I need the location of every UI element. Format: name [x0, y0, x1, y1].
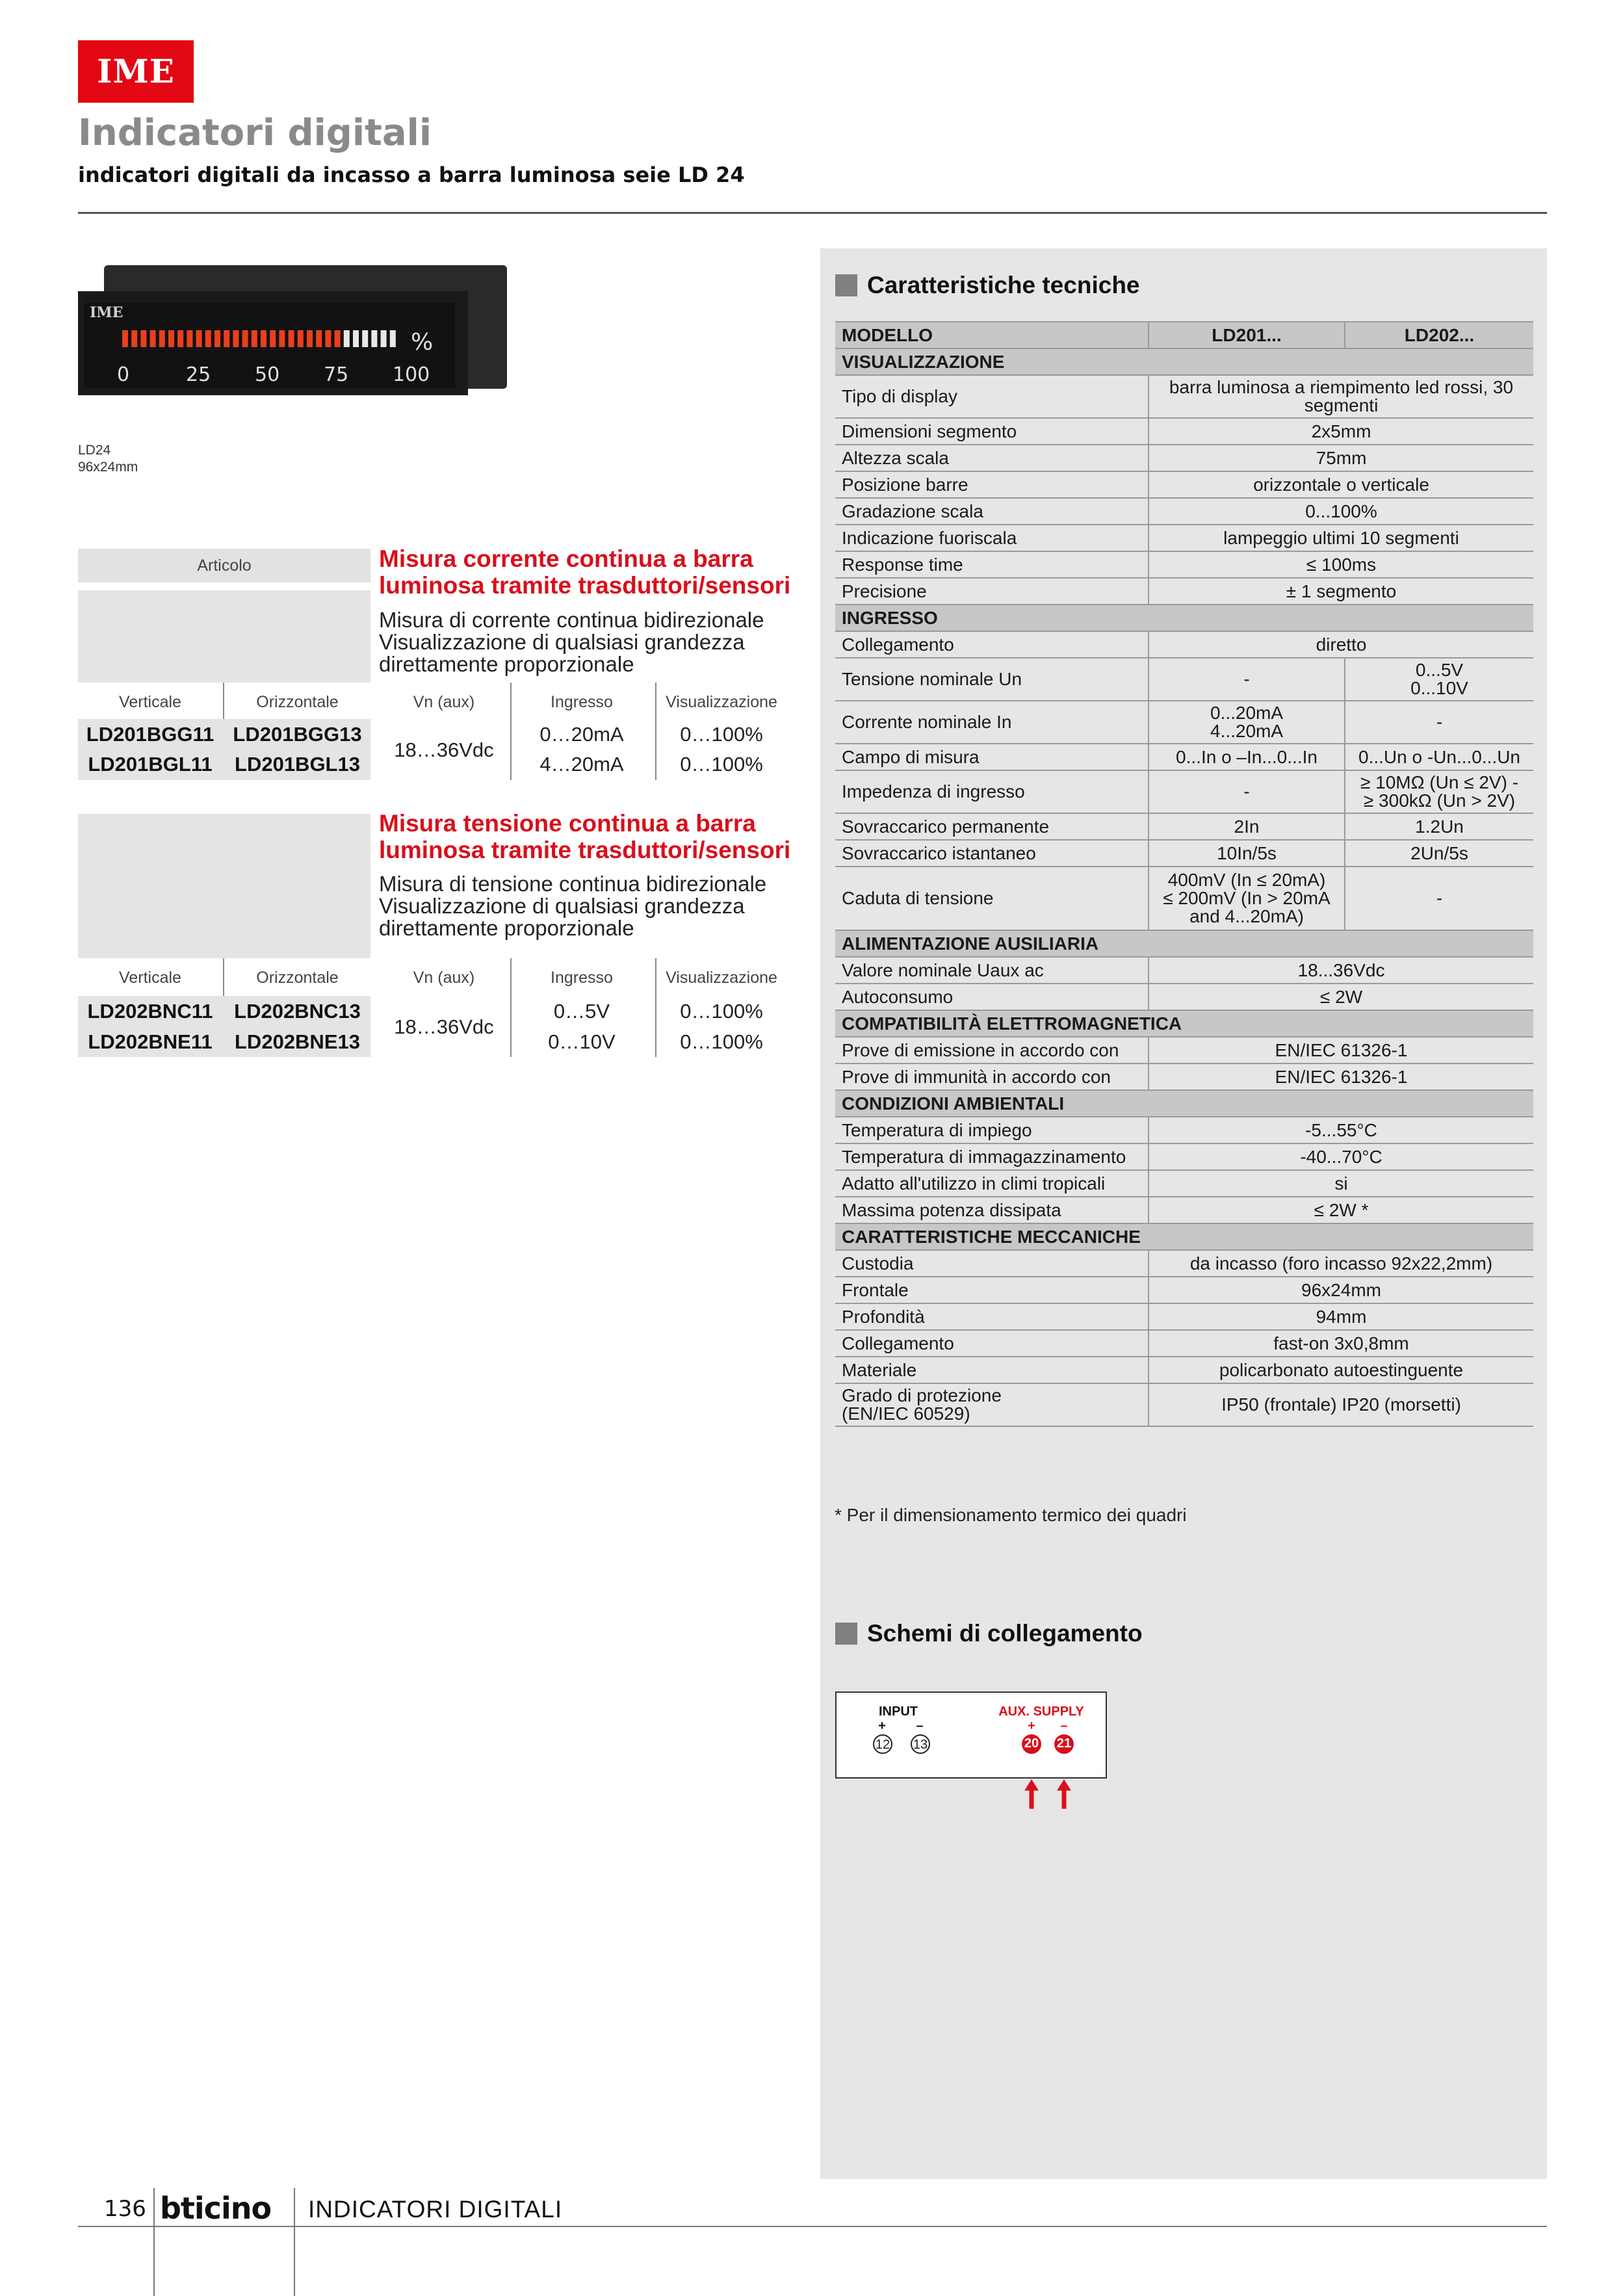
table-row — [835, 1303, 1533, 1330]
spec-cell: Sovraccarico istantaneo — [835, 840, 1149, 867]
spec-title: Caratteristiche tecniche — [867, 272, 1140, 298]
spec-cell: lampeggio ultimi 10 segmenti — [1149, 525, 1533, 551]
spec-cell: IP50 (frontale) IP20 (morsetti) — [1149, 1383, 1533, 1426]
table-row — [835, 658, 1533, 701]
vis-value: 0…100% — [680, 723, 763, 746]
bar-segment — [279, 330, 285, 347]
bar-segment — [371, 330, 377, 347]
ingresso-value: 0…10V — [548, 1030, 616, 1053]
spec-cell: 75mm — [1149, 445, 1533, 471]
ingresso-value: 4…20mA — [539, 753, 624, 776]
ime-logo: IME — [78, 40, 194, 103]
spec-section-row — [835, 1090, 1533, 1117]
table-row: LD202BNC13 — [234, 1000, 361, 1023]
terminal-21: 21 — [1054, 1734, 1074, 1754]
spec-cell: Adatto all'utilizzo in climi tropicali — [835, 1170, 1149, 1197]
table1-heading-line2: luminosa tramite trasduttori/sensori — [379, 572, 791, 599]
spec-cell: fast-on 3x0,8mm — [1149, 1330, 1533, 1357]
footer-divider — [294, 2188, 295, 2296]
terminal-20: 20 — [1022, 1734, 1041, 1754]
spec-cell: ≤ 2W * — [1149, 1197, 1533, 1223]
table2-description — [379, 873, 766, 939]
table-row — [835, 471, 1533, 498]
spec-cell: policarbonato autoestinguente — [1149, 1357, 1533, 1383]
bticino-logo: bticino — [160, 2191, 272, 2226]
scale-tick-label: 100 — [393, 363, 430, 386]
spec-cell: Materiale — [835, 1357, 1149, 1383]
spec-footnote: * Per il dimensionamento termico dei quadri — [835, 1505, 1187, 1525]
table-row — [835, 631, 1533, 658]
table-row — [835, 1250, 1533, 1277]
table2-heading — [379, 810, 790, 863]
spec-cell: Custodia — [835, 1250, 1149, 1277]
aux-minus: – — [1060, 1719, 1068, 1733]
bar-segment — [177, 330, 183, 347]
spec-cell: 94mm — [1149, 1303, 1533, 1330]
spec-head-ld201: LD201... — [1149, 322, 1345, 348]
footer-divider — [153, 2188, 155, 2296]
spec-section-row — [835, 1223, 1533, 1250]
table-row — [835, 770, 1533, 813]
terminal-12: 12 — [873, 1734, 892, 1754]
spec-cell: Temperatura di impiego — [835, 1117, 1149, 1143]
ingresso-value: 0…20mA — [539, 723, 624, 746]
spec-cell: Dimensioni segmento — [835, 418, 1149, 445]
col-visualizzazione: Visualizzazione — [666, 969, 777, 987]
table-row — [835, 551, 1533, 578]
spec-cell: Prove di emissione in accordo con — [835, 1037, 1149, 1063]
spec-cell: Posizione barre — [835, 471, 1149, 498]
table-row — [835, 840, 1533, 867]
spec-cell: Gradazione scala — [835, 498, 1149, 525]
table-row — [835, 813, 1533, 840]
spec-cell: Sovraccarico permanente — [835, 813, 1149, 840]
spec-section-row — [835, 605, 1533, 631]
scale-tick-label: 0 — [117, 363, 130, 386]
bar-segment — [362, 330, 368, 347]
bar-segment — [196, 330, 202, 347]
table1-desc-line1: Misura di corrente continua bidirezionale — [379, 608, 764, 632]
divider — [510, 683, 512, 780]
spec-cell: 0...In o –In...0...In — [1149, 744, 1345, 770]
spec-cell: -5...55°C — [1149, 1117, 1533, 1143]
terminal-13: 13 — [911, 1734, 930, 1754]
spec-cell: barra luminosa a riempimento led rossi, 30 segmenti — [1149, 375, 1533, 418]
spec-cell: ALIMENTAZIONE AUSILIARIA — [835, 930, 1533, 957]
vis-value: 0…100% — [680, 1030, 763, 1053]
device-unit: % — [411, 329, 434, 356]
bar-segment — [122, 330, 128, 347]
table-row — [835, 1117, 1533, 1143]
table1-desc-line2: Visualizzazione di qualsiasi grandezza — [379, 630, 745, 654]
spec-cell: CONDIZIONI AMBIENTALI — [835, 1090, 1533, 1117]
aux-plus: + — [1028, 1719, 1035, 1733]
spec-cell: 2In — [1149, 813, 1345, 840]
spec-cell: Tipo di display — [835, 375, 1149, 418]
spec-cell: Autoconsumo — [835, 984, 1149, 1010]
footer-section-title: INDICATORI DIGITALI — [308, 2196, 563, 2223]
bar-segment — [252, 330, 257, 347]
bar-segment — [390, 330, 396, 347]
table-row — [835, 1383, 1533, 1426]
spec-cell: Campo di misura — [835, 744, 1149, 770]
table-row — [835, 1170, 1533, 1197]
spec-table — [835, 321, 1533, 1427]
supply-arrows — [1014, 1777, 1085, 1811]
bar-segment — [316, 330, 322, 347]
table-row — [835, 445, 1533, 471]
table2-desc-line1: Misura di tensione continua bidirezionale — [379, 872, 767, 896]
bar-segment — [131, 330, 137, 347]
table1-heading-line1: Misura corrente continua a barra — [379, 545, 753, 572]
input-plus: + — [878, 1719, 886, 1733]
spec-cell: ≤ 100ms — [1149, 551, 1533, 578]
spec-head-label: MODELLO — [835, 322, 1149, 348]
table-row: LD201BGG11 — [86, 723, 214, 746]
bar-segment — [168, 330, 174, 347]
col-orizzontale: Orizzontale — [256, 969, 339, 987]
table-row — [835, 1143, 1533, 1170]
spec-cell: -40...70°C — [1149, 1143, 1533, 1170]
table-row — [835, 1357, 1533, 1383]
spec-cell: - — [1149, 770, 1345, 813]
bar-segment — [205, 330, 211, 347]
table-row — [835, 1037, 1533, 1063]
spec-cell: - — [1345, 701, 1533, 744]
spec-cell: Massima potenza dissipata — [835, 1197, 1149, 1223]
schemi-title: Schemi di collegamento — [867, 1620, 1143, 1647]
table-row — [835, 1277, 1533, 1303]
spec-cell: - — [1149, 658, 1345, 701]
bar-segment — [298, 330, 304, 347]
spec-cell: VISUALIZZAZIONE — [835, 348, 1533, 375]
input-minus: – — [916, 1719, 924, 1733]
bar-segment — [307, 330, 313, 347]
bar-segment — [242, 330, 248, 347]
col-ingresso: Ingresso — [551, 969, 613, 987]
spec-cell: Corrente nominale In — [835, 701, 1149, 744]
table-row: LD202BNC11 — [87, 1000, 213, 1023]
bar-segment — [289, 330, 294, 347]
bar-segment — [150, 330, 156, 347]
bar-segment — [270, 330, 276, 347]
table-row: LD202BNE13 — [235, 1030, 360, 1053]
table1-description — [379, 609, 764, 675]
bar-segment — [140, 330, 146, 347]
spec-cell: ≤ 2W — [1149, 984, 1533, 1010]
col-vn-aux: Vn (aux) — [413, 969, 475, 987]
vn-value: 18…36Vdc — [394, 738, 494, 761]
col-visualizzazione: Visualizzazione — [666, 693, 777, 711]
spec-cell: 0...20mA 4...20mA — [1149, 701, 1345, 744]
col-vn-aux: Vn (aux) — [413, 693, 475, 711]
header-divider — [78, 212, 1547, 214]
table-row — [835, 375, 1533, 418]
col-ingresso: Ingresso — [551, 693, 613, 711]
bar-segment — [353, 330, 359, 347]
spec-cell: Collegamento — [835, 631, 1149, 658]
page-title: Indicatori digitali — [78, 112, 432, 154]
spec-cell: 2x5mm — [1149, 418, 1533, 445]
col-verticale: Verticale — [119, 693, 181, 711]
bar-segment — [214, 330, 220, 347]
divider — [510, 958, 512, 1057]
spec-cell: 2Un/5s — [1345, 840, 1533, 867]
spec-cell: 0...Un o -Un...0...Un — [1345, 744, 1533, 770]
footer-rule — [78, 2226, 1547, 2227]
table-row — [835, 984, 1533, 1010]
input-label: INPUT — [879, 1704, 918, 1719]
table-row — [835, 525, 1533, 551]
table-row — [835, 1197, 1533, 1223]
caption-model: LD24 — [78, 443, 111, 458]
spec-cell: 96x24mm — [1149, 1277, 1533, 1303]
table-row — [835, 1330, 1533, 1357]
bar-segment — [233, 330, 239, 347]
spec-cell: Temperatura di immagazzinamento — [835, 1143, 1149, 1170]
spec-cell: EN/IEC 61326-1 — [1149, 1037, 1533, 1063]
spec-cell: Caduta di tensione — [835, 867, 1149, 930]
table-row — [835, 744, 1533, 770]
spec-cell: 18...36Vdc — [1149, 957, 1533, 984]
spec-section-row — [835, 930, 1533, 957]
spec-cell: Indicazione fuoriscala — [835, 525, 1149, 551]
col-verticale: Verticale — [119, 969, 181, 987]
table-row — [835, 1063, 1533, 1090]
bar-segment — [224, 330, 229, 347]
table-row: LD201BGL11 — [88, 753, 213, 776]
spec-cell: CARATTERISTICHE MECCANICHE — [835, 1223, 1533, 1250]
spec-cell: Altezza scala — [835, 445, 1149, 471]
bar-segment — [187, 330, 192, 347]
spec-cell: da incasso (foro incasso 92x22,2mm) — [1149, 1250, 1533, 1277]
spec-cell: ≥ 10MΩ (Un ≤ 2V) - ≥ 300kΩ (Un > 2V) — [1345, 770, 1533, 813]
spec-cell: EN/IEC 61326-1 — [1149, 1063, 1533, 1090]
table-row: LD201BGG13 — [233, 723, 362, 746]
page-number: 136 — [104, 2196, 146, 2222]
bar-segment — [335, 330, 341, 347]
table1-heading — [379, 545, 790, 599]
table2-desc-line2: Visualizzazione di qualsiasi grandezza — [379, 894, 745, 918]
col-orizzontale: Orizzontale — [256, 693, 339, 711]
table1-image-cell — [78, 590, 370, 683]
bar-segment — [261, 330, 266, 347]
table-row — [835, 418, 1533, 445]
spec-cell: 10In/5s — [1149, 840, 1345, 867]
spec-cell: - — [1345, 867, 1533, 930]
section-square-icon — [835, 1623, 857, 1645]
aux-supply-label: AUX. SUPPLY — [998, 1704, 1084, 1719]
table-row — [835, 498, 1533, 525]
spec-cell: 400mV (In ≤ 20mA) ≤ 200mV (In > 20mA and 4...20mA) — [1149, 867, 1345, 930]
bar-segment — [325, 330, 331, 347]
spec-cell: 0...5V 0...10V — [1345, 658, 1533, 701]
spec-cell: Grado di protezione (EN/IEC 60529) — [835, 1383, 1149, 1426]
table-row: LD202BNE11 — [88, 1030, 213, 1053]
wiring-diagram — [835, 1691, 1107, 1779]
vis-value: 0…100% — [680, 753, 763, 776]
articolo-label: Articolo — [197, 556, 252, 575]
arrow-up-icon — [1025, 1780, 1038, 1808]
spec-cell: Precisione — [835, 578, 1149, 605]
bar-segment — [159, 330, 165, 347]
device-photo — [78, 265, 513, 395]
spec-cell: Tensione nominale Un — [835, 658, 1149, 701]
spec-header-row — [835, 322, 1533, 348]
table2-heading-line2: luminosa tramite trasduttori/sensori — [379, 837, 791, 863]
spec-cell: Response time — [835, 551, 1149, 578]
table2-heading-line1: Misura tensione continua a barra — [379, 810, 756, 837]
table-row — [835, 701, 1533, 744]
bar-segment — [344, 330, 350, 347]
spec-cell: 0...100% — [1149, 498, 1533, 525]
table-row: LD201BGL13 — [235, 753, 360, 776]
spec-cell: Prove di immunità in accordo con — [835, 1063, 1149, 1090]
bar-segment — [381, 330, 387, 347]
spec-cell: diretto — [1149, 631, 1533, 658]
spec-cell: Collegamento — [835, 1330, 1149, 1357]
section-square-icon — [835, 274, 857, 296]
spec-cell: Valore nominale Uaux ac — [835, 957, 1149, 984]
spec-cell: INGRESSO — [835, 605, 1533, 631]
spec-cell: ± 1 segmento — [1149, 578, 1533, 605]
scale-tick-label: 50 — [255, 363, 280, 386]
vn-value: 18…36Vdc — [394, 1015, 494, 1038]
spec-cell: COMPATIBILITÀ ELETTROMAGNETICA — [835, 1010, 1533, 1037]
scale-tick-label: 75 — [324, 363, 349, 386]
arrow-up-icon — [1058, 1780, 1071, 1808]
spec-cell: si — [1149, 1170, 1533, 1197]
table2-image-cell — [78, 814, 370, 958]
scale-tick-label: 25 — [186, 363, 211, 386]
device-caption — [78, 442, 138, 476]
spec-section-row — [835, 348, 1533, 375]
spec-head-ld202: LD202... — [1345, 322, 1533, 348]
table1-desc-line3: direttamente proporzionale — [379, 652, 634, 676]
table2-desc-line3: direttamente proporzionale — [379, 916, 634, 940]
page-subtitle: indicatori digitali da incasso a barra luminosa seie LD 24 — [78, 163, 745, 187]
spec-cell: Impedenza di ingresso — [835, 770, 1149, 813]
spec-cell: orizzontale o verticale — [1149, 471, 1533, 498]
spec-cell: 1.2Un — [1345, 813, 1533, 840]
spec-section-row — [835, 1010, 1533, 1037]
table-row — [835, 578, 1533, 605]
caption-size: 96x24mm — [78, 460, 138, 475]
table-row — [835, 957, 1533, 984]
ingresso-value: 0…5V — [553, 1000, 610, 1023]
table-row — [835, 867, 1533, 930]
spec-cell: Frontale — [835, 1277, 1149, 1303]
device-label: IME — [90, 304, 123, 321]
vis-value: 0…100% — [680, 1000, 763, 1023]
spec-cell: Profondità — [835, 1303, 1149, 1330]
